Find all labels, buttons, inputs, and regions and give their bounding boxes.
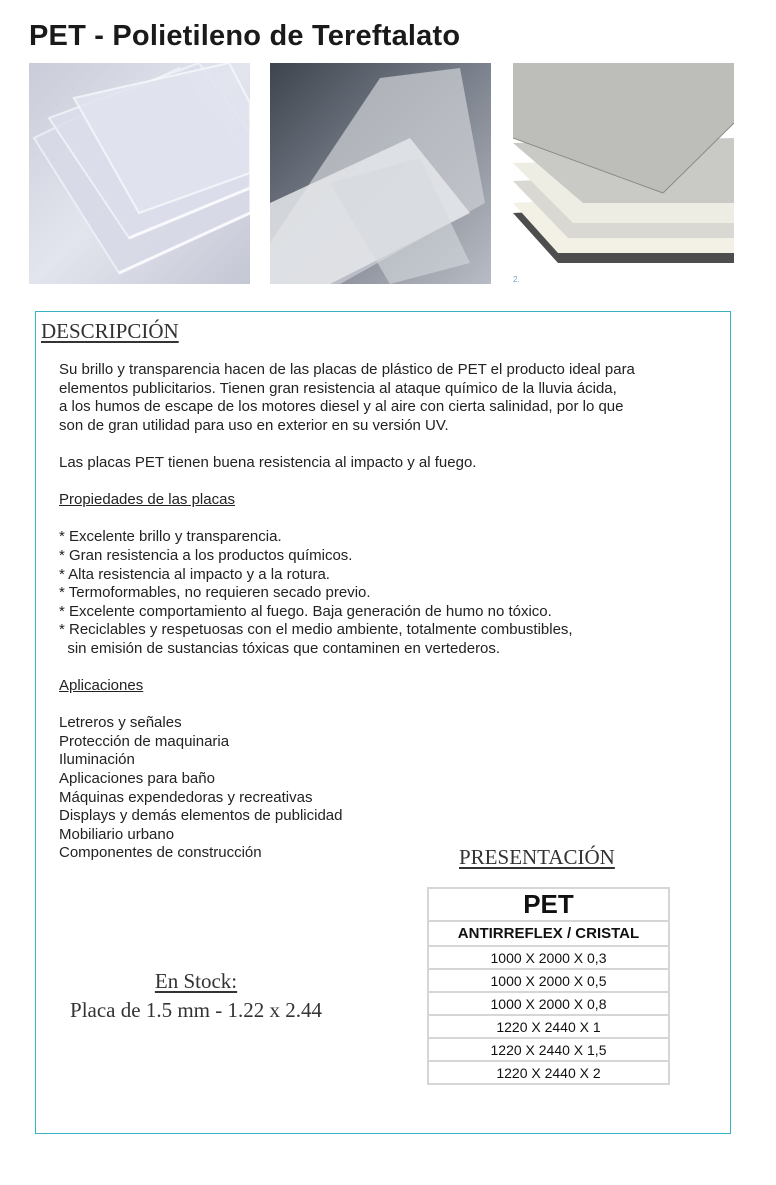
property-item: sin emisión de sustancias tóxicas que contaminen en vertederos. <box>59 639 501 657</box>
size-row: 1220 X 2440 X 1,5 <box>428 1038 669 1061</box>
intro-line: elementos publicitarios. Tienen gran resistencia al ataque químico de la lluvia ácida, <box>59 379 617 397</box>
table-title: PET <box>428 888 669 921</box>
intro-line: Su brillo y transparencia hacen de las placas de plástico de PET el producto ideal para <box>59 361 635 378</box>
page-title: PET - Polietileno de Tereftalato <box>29 20 461 52</box>
property-item: * Termoformables, no requieren secado previo. <box>59 584 371 602</box>
application-item: Iluminación <box>59 751 135 769</box>
properties-heading: Propiedades de las placas <box>59 491 235 509</box>
description-heading: DESCRIPCIÓN <box>41 319 179 343</box>
intro-line: a los humos de escape de los motores diesel y al aire con cierta salinidad, por lo que <box>59 398 624 416</box>
resistance-text: Las placas PET tienen buena resistencia al impacto y al fuego. <box>59 453 477 471</box>
translucent-plastic-sheets-photo <box>270 63 491 284</box>
applications-heading: Aplicaciones <box>59 677 144 695</box>
application-item: Componentes de construcción <box>59 844 262 862</box>
stock-detail: Placa de 1.5 mm - 1.22 x 2.44 <box>70 998 322 1022</box>
stock-title: En Stock: <box>154 969 238 993</box>
application-item: Letreros y señales <box>59 714 182 732</box>
layered-plastic-sheets-edge-photo <box>513 63 734 284</box>
description-body <box>59 361 719 863</box>
intro-line: son de gran utilidad para uso en exterior en su versión UV. <box>59 416 449 434</box>
size-row: 1220 X 2440 X 2 <box>428 1061 669 1084</box>
property-item: * Alta resistencia al impacto y a la rotura. <box>59 565 330 583</box>
presentation-heading: PRESENTACIÓN <box>459 845 615 869</box>
property-item: * Excelente comportamiento al fuego. Baja generación de humo no tóxico. <box>59 602 552 620</box>
application-item: Aplicaciones para baño <box>59 770 215 788</box>
table-subtitle: ANTIRREFLEX / CRISTAL <box>428 921 669 946</box>
application-item: Máquinas expendedoras y recreativas <box>59 788 313 806</box>
presentation-table <box>427 887 670 1085</box>
size-row: 1000 X 2000 X 0,5 <box>428 969 669 992</box>
property-item: * Reciclables y respetuosas con el medio ambiente, totalmente combustibles, <box>59 621 573 639</box>
application-item: Displays y demás elementos de publicidad <box>59 807 343 825</box>
property-item: * Gran resistencia a los productos químicos. <box>59 546 353 564</box>
size-row: 1000 X 2000 X 0,8 <box>428 992 669 1015</box>
clear-plastic-sheets-stack-photo <box>29 63 250 284</box>
size-row: 1220 X 2440 X 1 <box>428 1015 669 1038</box>
property-item: * Excelente brillo y transparencia. <box>59 528 282 546</box>
stock-info <box>66 967 326 1025</box>
description-box <box>35 311 731 1134</box>
photo-caption: 2. <box>513 275 520 284</box>
application-item: Mobiliario urbano <box>59 825 175 843</box>
application-item: Protección de maquinaria <box>59 732 230 750</box>
size-row: 1000 X 2000 X 0,3 <box>428 946 669 969</box>
